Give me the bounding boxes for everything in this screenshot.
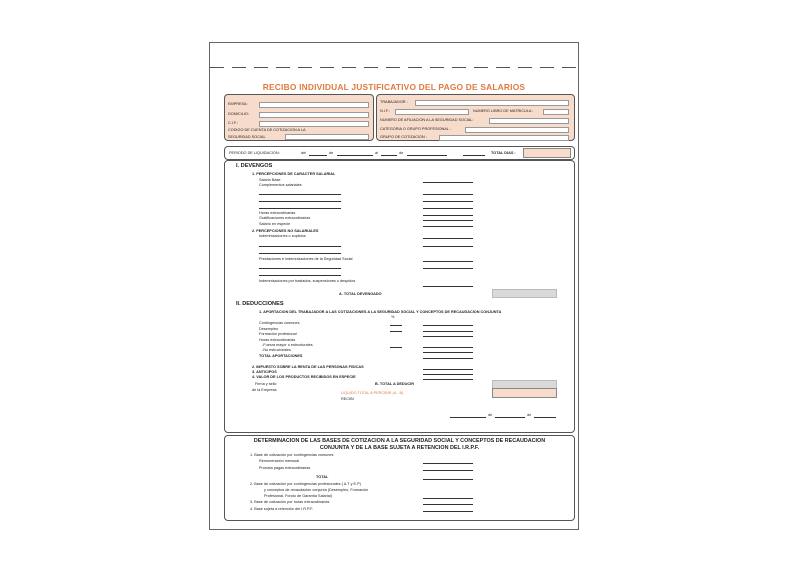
period-label: PERIODO DE LIQUIDACION:	[229, 151, 280, 155]
complementos-label: Complementos salariales	[259, 183, 302, 187]
bases-box	[224, 435, 575, 521]
nosal-line-1[interactable]	[259, 246, 341, 247]
matricula-field[interactable]	[543, 109, 569, 115]
total-aport-amount[interactable]	[423, 358, 473, 359]
cut-line	[496, 67, 510, 68]
b2a-label: 2. Base de cotización por contingencias profesionales ( A.T y E.P)	[250, 482, 361, 486]
main-box	[224, 160, 575, 433]
firma-label: Firma y sello	[255, 382, 277, 386]
gratificaciones-amount[interactable]	[423, 220, 473, 221]
comp-amount-3[interactable]	[423, 208, 473, 209]
d3-heading: 3. ANTICIPOS	[252, 370, 277, 374]
desempleo-amount[interactable]	[423, 331, 473, 332]
afiliacion-label: NUMERO DE AFILIACION A LA SEGURIDAD SOCIAL:	[380, 118, 474, 122]
p2-heading: 2. PERCEPCIONES NO SALARIALES	[252, 229, 319, 233]
desempleo-label: Desempleo	[259, 327, 279, 331]
period-al: al	[375, 151, 378, 155]
worker-box	[376, 94, 575, 141]
liquido-label: LIQUIDO TOTAL A PERCIBIR (A - B)	[341, 391, 404, 395]
desempleo-pct[interactable]	[390, 331, 402, 332]
domicilio-field[interactable]	[259, 112, 369, 118]
formacion-amount[interactable]	[423, 336, 473, 337]
domicilio-label: DOMICILIO:	[228, 112, 249, 116]
no-estructurales-label: -No estructurales	[262, 348, 291, 352]
cut-line	[298, 67, 312, 68]
de1-line[interactable]	[337, 155, 373, 156]
irpf-amount[interactable]	[423, 369, 473, 370]
de2-line[interactable]	[407, 155, 447, 156]
cut-line	[386, 67, 400, 68]
b2-amount[interactable]	[423, 498, 473, 499]
fecha-de1: de	[488, 413, 493, 417]
employer-box	[224, 94, 374, 141]
no-estructurales-amount[interactable]	[423, 352, 473, 353]
devengos-heading: I. DEVENGOS	[236, 163, 273, 169]
gratificaciones-label: Gratificaciones extraordinarias	[259, 216, 311, 220]
total-aport-label: TOTAL APORTACIONES	[259, 354, 303, 358]
total-dias-label: TOTAL DIAS :	[491, 151, 516, 155]
b4-label: 4. Base sujeta a retención del I.R.P.F.	[250, 507, 314, 511]
formacion-label: Formación profesional	[259, 332, 297, 336]
empresa-field[interactable]	[259, 102, 369, 108]
empresa-firma-label: de la Empresa	[252, 388, 277, 392]
especie-amount[interactable]	[423, 226, 473, 227]
cif-field[interactable]	[259, 121, 369, 127]
anticipos-amount[interactable]	[423, 374, 473, 375]
comp-amount-2[interactable]	[423, 201, 473, 202]
fecha-line-3[interactable]	[534, 417, 556, 418]
d2-heading: 2. IMPUESTO SOBRE LA RENTA DE LAS PERSONAS FISICAS	[252, 365, 364, 369]
cut-line	[364, 67, 378, 68]
grupo-label: GRUPO DE COTIZACION :	[380, 135, 427, 139]
cut-line	[474, 67, 488, 68]
recibi-label: RECIBI	[341, 397, 354, 401]
categoria-field[interactable]	[465, 127, 569, 133]
indemnizaciones-label: Indemnizaciones o suplidos	[259, 234, 306, 238]
period-del: del	[301, 151, 307, 155]
cut-line	[276, 67, 290, 68]
nosal-amount-1[interactable]	[423, 246, 473, 247]
salario-base-line[interactable]	[423, 182, 473, 183]
period-de1: de	[329, 151, 334, 155]
fuerza-pct[interactable]	[390, 347, 402, 348]
horas-ded-label: Horas extraordinarias	[259, 338, 296, 342]
matricula-label: NUMERO LIBRO DE MATRICULA :	[473, 109, 534, 113]
total-deducir-label: B. TOTAL A DEDUCIR	[375, 382, 414, 386]
fecha-line-2[interactable]	[495, 417, 525, 418]
nif-label: N.I.F.:	[380, 109, 390, 113]
cut-line	[408, 67, 422, 68]
contingencias-label: Contingencias comunes	[259, 321, 300, 325]
liquido-field[interactable]	[492, 388, 557, 398]
remuneracion-amount[interactable]	[423, 463, 473, 464]
period-box	[224, 146, 575, 160]
cut-line	[210, 67, 224, 68]
comp-line-2[interactable]	[259, 201, 341, 202]
total-dias-field[interactable]	[523, 148, 571, 158]
del-line[interactable]	[309, 155, 327, 156]
prest-line-2[interactable]	[259, 275, 341, 276]
traslados-label: Indemnizaciones por traslados, suspensiones o despidos	[259, 279, 356, 283]
nosal-line-2[interactable]	[259, 253, 341, 254]
ccc-field[interactable]	[285, 134, 369, 140]
cut-line	[254, 67, 268, 68]
b4-amount[interactable]	[423, 511, 473, 512]
bases-total-amount[interactable]	[423, 479, 473, 480]
b3-label: 3. Base de cotización por horas extraordinarias	[250, 500, 330, 504]
total-devengado-field[interactable]	[492, 289, 557, 298]
especie-label: Salario en especie	[259, 222, 291, 226]
bases-total-label: TOTAL	[316, 475, 329, 479]
categoria-label: CATEGORIA O GRUPO PROFESIONAL :	[380, 127, 451, 131]
trabajador-label: TRABAJADOR :	[380, 100, 408, 104]
cut-line	[518, 67, 532, 68]
indemnizaciones-amount[interactable]	[423, 238, 473, 239]
trabajador-field[interactable]	[415, 100, 569, 106]
cif-label: C.I.F.:	[228, 121, 238, 125]
d4-heading: 4. VALOR DE LOS PRODUCTOS RECIBIDOS EN ESPECIE	[252, 375, 356, 379]
cut-line	[452, 67, 466, 68]
cont-pct[interactable]	[390, 325, 402, 326]
deducciones-heading: II. DEDUCCIONES	[236, 301, 284, 307]
horas-label: Horas extraordinarias	[259, 211, 296, 215]
salario-base-label: Salario Base	[259, 178, 281, 182]
year-line[interactable]	[463, 155, 485, 156]
payslip-sheet	[209, 42, 579, 530]
prorrata-label: Prorrata pagas extraordinarias	[259, 466, 311, 470]
remuneracion-label: Remuneración mensual	[259, 459, 300, 463]
cont-amount[interactable]	[423, 325, 473, 326]
pct-label: %	[391, 315, 395, 319]
cut-line	[342, 67, 356, 68]
b3-amount[interactable]	[423, 504, 473, 505]
comp-line-1[interactable]	[259, 194, 341, 195]
cut-line	[320, 67, 334, 68]
prestaciones-amount[interactable]	[423, 261, 473, 262]
al-line[interactable]	[381, 155, 397, 156]
fecha-line-1[interactable]	[450, 417, 486, 418]
seguridad-label: SEGURIDAD SOCIAL	[228, 135, 266, 139]
grupo-field[interactable]	[439, 135, 569, 141]
b2b-label: y conceptos de recaudación conjunta (Desempleo, Formación	[264, 488, 369, 492]
prestaciones-label: Prestaciones e indemnizaciones de la Seguridad Social	[259, 257, 353, 261]
d1-heading: 1. APORTACION DEL TRABAJADOR A LAS COTIZACIONES A LA SEGURIDAD SOCIAL Y CONCEPTOS DE RECAUDACION CONJUNTA	[259, 310, 502, 314]
fuerza-label: -Fuerza mayor o estructurales	[262, 343, 313, 347]
bases-heading-1: DETERMINACION DE LAS BASES DE COTIZACION A LA SEGURIDAD SOCIAL Y CONCEPTOS DE RECAUDACION	[253, 438, 546, 444]
prest-line-1[interactable]	[259, 268, 341, 269]
codigo-label: CODIGO DE CUENTA DE COTIZACION A LA	[228, 128, 306, 132]
empresa-label: EMPRESA :	[228, 102, 249, 106]
document-title: RECIBO INDIVIDUAL JUSTIFICATIVO DEL PAGO DE SALARIOS	[262, 82, 526, 92]
cut-line	[562, 67, 576, 68]
period-de2: de	[399, 151, 404, 155]
fuerza-amount[interactable]	[423, 347, 473, 348]
cut-line	[232, 67, 246, 68]
p1-heading: 1. PERCEPCIONES DE CARACTER SALARIAL	[252, 172, 336, 176]
afiliacion-field[interactable]	[489, 118, 569, 124]
prest-amount-1[interactable]	[423, 268, 473, 269]
b2c-label: Profesional, Fondo de Garantía Salarial)	[264, 494, 332, 498]
nif-field[interactable]	[395, 109, 469, 115]
comp-amount-1[interactable]	[423, 194, 473, 195]
prorrata-amount[interactable]	[423, 470, 473, 471]
bases-heading-2: CONJUNTA Y DE LA BASE SUJETA A RETENCION DEL I.R.P.F.	[319, 445, 480, 451]
b1-label: 1. Base de cotización por contingencias comunes	[250, 453, 334, 457]
traslados-amount[interactable]	[423, 286, 473, 287]
fecha-de2: de	[527, 413, 532, 417]
comp-line-3[interactable]	[259, 208, 341, 209]
especie-ded-amount[interactable]	[423, 379, 473, 380]
horas-amount[interactable]	[423, 215, 473, 216]
total-devengado-label: A. TOTAL DEVENGADO	[339, 292, 382, 296]
cut-line	[430, 67, 444, 68]
cut-line	[540, 67, 554, 68]
